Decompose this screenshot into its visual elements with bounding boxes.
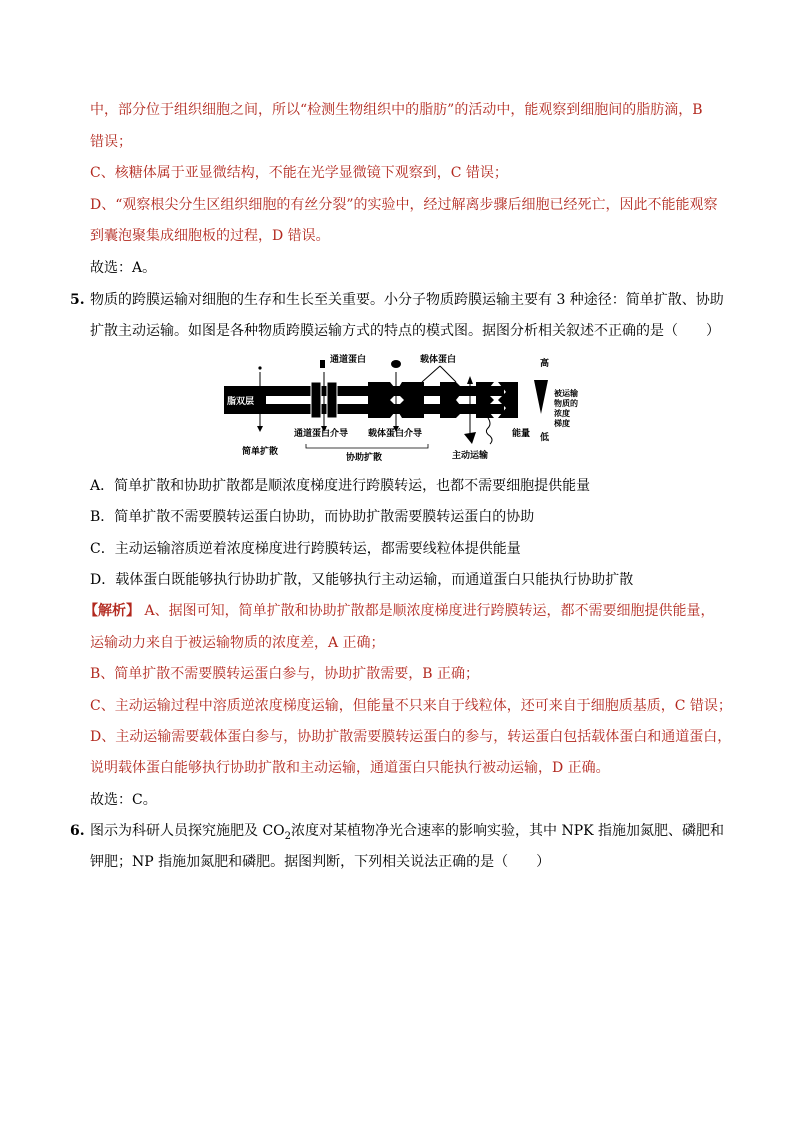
q5-analysis-line-1 xyxy=(84,601,715,621)
energy-label: 能量 xyxy=(512,429,531,439)
q6-stem-line-2: 钾肥；NP 指施加氮肥和磷肥。据图判断，下列相关说法正确的是（ ） xyxy=(90,854,551,870)
q5-analysis-line-5: D、主动运输需要载体蛋白参与，协助扩散需要膜转运蛋白的参与，转运蛋白包括载体蛋白和通道蛋白， xyxy=(90,729,732,745)
q6-stem-subscript: 2 xyxy=(284,830,292,842)
q5-option-d: D．载体蛋白既能够执行协助扩散，又能够执行主动运输，而通道蛋白只能执行协助扩散 xyxy=(90,572,634,588)
low-label: 低 xyxy=(540,433,550,443)
q5-answer: 故选：C。 xyxy=(90,792,157,808)
carrier-protein-label: 载体蛋白 xyxy=(420,355,457,365)
q4-analysis-line-5: 到囊泡聚集成细胞板的过程，D 错误。 xyxy=(90,228,330,244)
carrier-mediated-label: 载体蛋白介导 xyxy=(368,429,423,439)
q6-stem-part-a: 图示为科研人员探究施肥及 CO xyxy=(90,823,285,839)
q6-stem-part-b: 浓度对某植物净光合速率的影响实验，其中 NPK 指施加氮肥、磷肥和 xyxy=(291,823,725,839)
q4-analysis-line-4: D、“观察根尖分生区组织细胞的有丝分裂”的实验中，经过解离步骤后细胞已经死亡，因此不能能观察 xyxy=(90,197,718,213)
q4-analysis-line-1: 中，部分位于组织细胞之间，所以“检测生物组织中的脂肪”的活动中，能观察到细胞间的脂肪滴，B xyxy=(90,102,703,118)
lipid-bilayer-label: 脂双层 xyxy=(227,397,255,407)
q5-analysis-line-4: C、主动运输过程中溶质逆浓度梯度运输，但能量不只来自于线粒体，还可来自于细胞质基质，C 错误； xyxy=(90,698,732,714)
channel-mediated-label: 通道蛋白介导 xyxy=(294,429,349,439)
q5-stem-line-1: 物质的跨膜运输对细胞的生存和生长至关重要。小分子物质跨膜运输主要有 3 种途径：简单扩散、协助 xyxy=(90,292,724,308)
q5-analysis-line-2: 运输动力来自于被运输物质的浓度差，A 正确； xyxy=(90,635,385,651)
q4-analysis-line-3: C、核糖体属于亚显微结构，不能在光学显微镜下观察到，C 错误； xyxy=(90,165,508,181)
q5-number: 5. xyxy=(70,292,85,308)
q6-number: 6. xyxy=(70,823,85,839)
q5-analysis-line-3: B、简单扩散不需要膜转运蛋白参与，协助扩散需要，B 正确； xyxy=(90,666,480,682)
gradient-label-1: 被运输 xyxy=(554,389,578,398)
analysis-tag: 【解析】 xyxy=(84,603,140,619)
membrane-transport-figure xyxy=(218,352,580,464)
high-label: 高 xyxy=(540,359,550,369)
facilitated-diffusion-label: 协助扩散 xyxy=(346,453,383,463)
q5-stem-line-2: 扩散主动运输。如图是各种物质跨膜运输方式的特点的模式图。据图分析相关叙述不正确的是（ ） xyxy=(90,323,720,339)
q4-answer: 故选：A。 xyxy=(90,260,157,276)
q5-option-b: B．简单扩散不需要膜转运蛋白协助，而协助扩散需要膜转运蛋白的协助 xyxy=(90,509,535,525)
q5-option-a: A．简单扩散和协助扩散都是顺浓度梯度进行跨膜转运，也都不需要细胞提供能量 xyxy=(90,478,591,494)
gradient-label-2: 物质的 xyxy=(554,399,578,408)
simple-diffusion-label: 简单扩散 xyxy=(242,447,279,457)
gradient-label-3: 浓度 xyxy=(554,409,570,418)
q4-analysis-line-2: 错误； xyxy=(90,134,132,150)
q5-analysis-line-6: 说明载体蛋白能够执行协助扩散和主动运输，通道蛋白只能执行被动运输，D 正确。 xyxy=(90,760,610,776)
q5-analysis-text-1: A、据图可知，简单扩散和协助扩散都是顺浓度梯度进行跨膜转运，都不需要细胞提供能量， xyxy=(144,603,715,619)
active-transport-label: 主动运输 xyxy=(452,451,489,461)
gradient-label-4: 梯度 xyxy=(554,419,570,428)
q6-stem-line-1 xyxy=(90,821,724,841)
channel-protein-label: 通道蛋白 xyxy=(330,355,367,365)
q5-option-c: C．主动运输溶质逆着浓度梯度进行跨膜转运，都需要线粒体提供能量 xyxy=(90,541,521,557)
